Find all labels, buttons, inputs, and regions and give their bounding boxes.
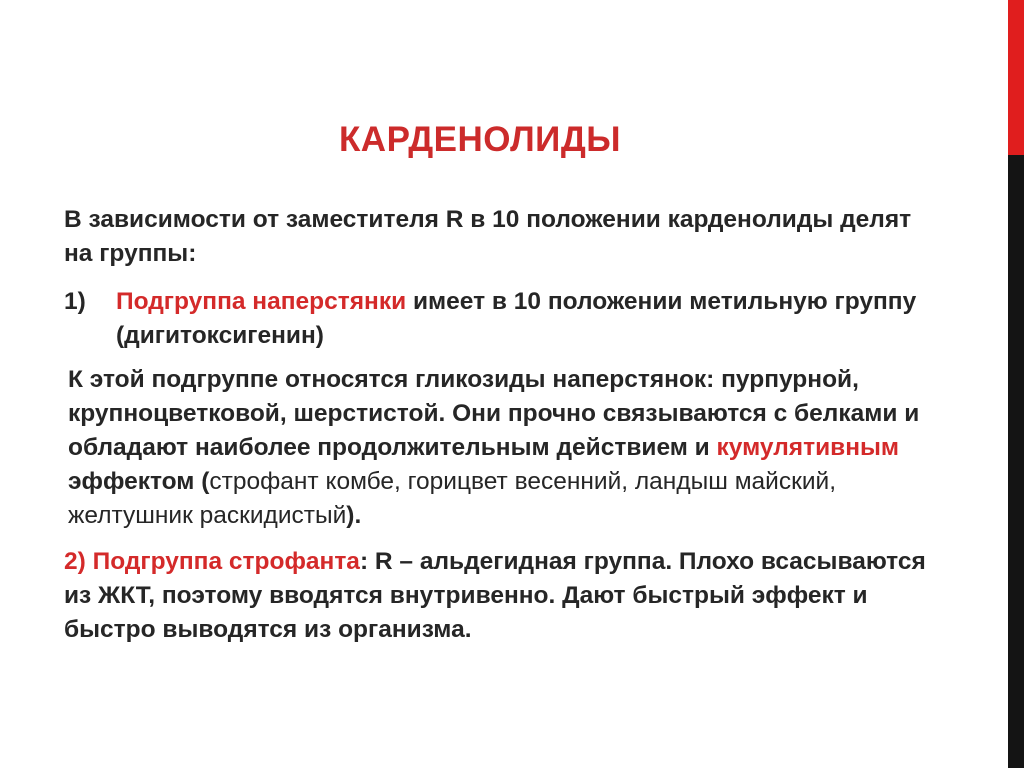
list-item-1 xyxy=(64,285,934,353)
cumulative-highlight: кумулятивным xyxy=(716,434,900,461)
examples-close: ). xyxy=(346,502,362,529)
list-item-2-text: : R – альдегидная группа. Плохо всасываются из ЖКТ, поэтому вводятся внутривенно. Дают быстрый эффект и быстро выводятся из организма. xyxy=(64,548,926,643)
list-item-1-text: имеет в 10 положении метильную группу (дигитоксигенин) xyxy=(116,288,917,349)
list-item-2-highlight: 2) Подгруппа строфанта xyxy=(64,548,360,575)
digitalis-paragraph xyxy=(64,363,934,533)
list-item-2 xyxy=(64,545,934,647)
examples-open-paren: ( xyxy=(201,468,210,495)
side-bar-red-accent xyxy=(1008,0,1024,155)
list-item-1-number: 1) xyxy=(64,288,86,315)
digitalis-paragraph-text-2: эффектом xyxy=(68,468,202,495)
examples-list: строфант комбе, горицвет весенний, ландыш майский, желтушник раскидистый xyxy=(68,468,836,529)
digitalis-paragraph-text: К этой подгруппе относятся гликозиды наперстянок: пурпурной, крупноцветковой, шерстистой. Они прочно связываются с белками и обладают наиболее продолжительным действием и xyxy=(68,366,920,461)
list-item-1-highlight: Подгруппа наперстянки xyxy=(116,288,407,315)
slide-content xyxy=(64,203,934,647)
slide-title: КАРДЕНОЛИДЫ xyxy=(338,120,622,159)
intro-paragraph: В зависимости от заместителя R в 10 положении карденолиды делят на группы: xyxy=(64,206,912,267)
side-bar-black-accent xyxy=(1008,155,1024,768)
